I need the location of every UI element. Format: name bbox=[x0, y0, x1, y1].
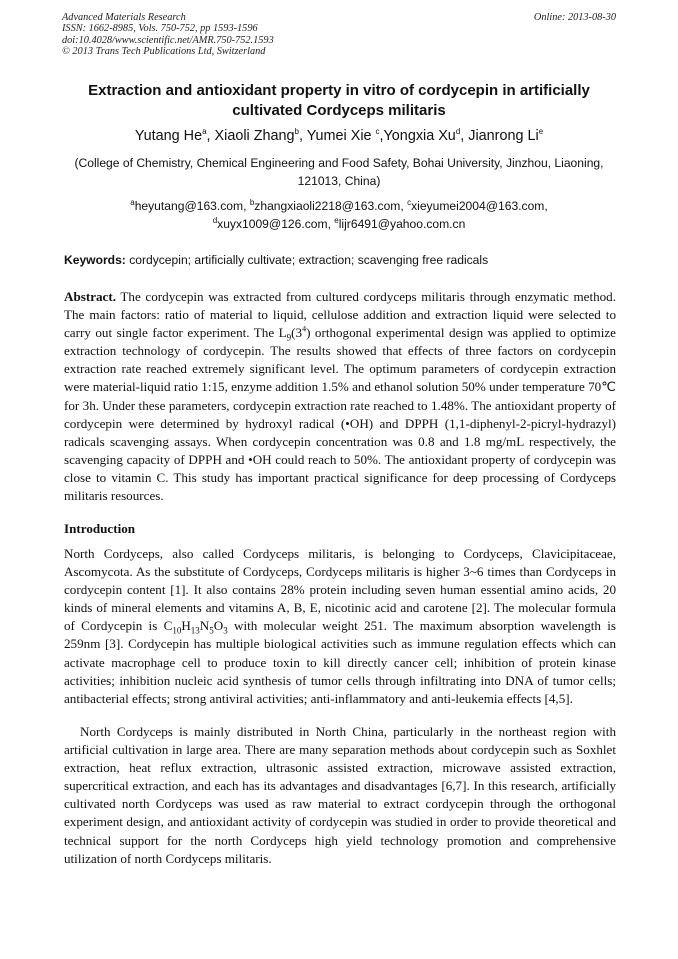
author-mark: d bbox=[455, 127, 461, 137]
journal-header bbox=[62, 12, 616, 58]
author-mark: e bbox=[538, 127, 544, 137]
author-name: Xiaoli Zhang bbox=[214, 128, 295, 144]
author-name: Yumei Xie bbox=[306, 128, 376, 144]
issn-line: ISSN: 1662-8985, Vols. 750-752, pp 1593-1596 bbox=[62, 23, 258, 35]
intro-paragraph-1: North Cordyceps, also called Cordyceps militaris, is belonging to Cordyceps, Clavicipitaceae, Ascomycota. As the substitute of Cordyceps, Cordyceps militaris is higher 3~6 times than Cordyceps in cordycepin content [1]. It also contains 28% protein including seven human essential amino acids, 20 kinds of mineral elements and vitamins A, B, E, nicotinic acid and carotene [2]. The molecular formula of Cordycepin is $C_{10}H_{13}N_5O_3$ with molecular weight 251. The maximum absorption wavelength is 259nm [3]. Cordycepin has multiple biological activities such as immune regulation effects which can activate macrophage cell to produce toxin to kill directly cancer cell; inhibition of protein kinase activities; inhibition nucleic acid synthesis of tumor cells through infiltrating into DNA of tumor cells; antibacterial effects; strong antiviral activities; anti-inflammatory and anti-leukemia effects [4,5]. bbox=[64, 546, 616, 706]
author-name: Yutang He bbox=[134, 128, 203, 144]
author-emails bbox=[62, 197, 616, 233]
email-mark: d bbox=[212, 215, 218, 225]
email-b[interactable]: zhangxiaoli2218@163.com, bbox=[254, 199, 408, 213]
abstract-paragraph: Abstract. The cordycepin was extracted from cultured cordyceps militaris through enzymatic method. The main factors: ratio of material to liquid, cellulose addition and extraction liquid were selected to carry out single factor experiment. The $L_9(3^4)$ orthogonal experimental design was applied to optimize extraction technology of cordycepin. The results showed that effects of three factors on cordycepin extraction rate reached extremely significant level. The optimum parameters of cordycepin extraction were material-liquid ratio 1:15, enzyme addition 1.5% and ethanol solution 50% under temperature 70℃ for 3h. Under these parameters, cordycepin extraction rate reached to 1.48%. The antioxidant property of cordycepin were determined by hydroxyl radical (•OH) and DPPH (1,1-diphenyl-2-picryl-hydrazyl) radicals scavenging assays. When cordycepin concentration was 0.8 and 1.8 mg/mL respectively, the scavenging capacity of DPPH and •OH could reach to 50%. The antioxidant property of cordycepin was close to vitamin C. This study has important practical significance for deep processing of Cordyceps militaris resources. bbox=[64, 289, 616, 504]
email-mark: c bbox=[407, 197, 412, 207]
author-name: Yongxia Xu bbox=[383, 128, 456, 144]
email-c[interactable]: xieyumei2004@163.com, bbox=[411, 199, 548, 213]
journal-name: Advanced Materials Research bbox=[62, 12, 186, 23]
section-heading-introduction: Introduction bbox=[64, 521, 136, 536]
keywords-text: cordycepin; artificially cultivate; extraction; scavenging free radicals bbox=[125, 253, 489, 267]
author-mark: a bbox=[202, 127, 207, 137]
intro-paragraph-2: North Cordyceps is mainly distributed in North China, particularly in the northeast region with artificial cultivation in large area. There are many separation methods about cordycepin such as Soxhlet extraction, heat reflux extraction, ultrasonic assisted extraction, microwave assisted extraction, supercritical extraction, and each has its advantages and disadvantages [6,7]. In this research, artificially cultivated north Cordyceps was used as raw material to extract cordycepin through the orthogonal experiment design, and antioxidant activity of cordycepin was studied in order to provide theoretical and technical support for the north Cordyceps high yield technology promotion and comprehensive utilization of north Cordyceps militaris. bbox=[64, 724, 616, 866]
keywords-line bbox=[64, 252, 616, 268]
email-e[interactable]: lijr6491@yahoo.com.cn bbox=[338, 217, 466, 231]
email-mark: b bbox=[249, 197, 255, 207]
copyright-line: © 2013 Trans Tech Publications Ltd, Switzerland bbox=[62, 46, 266, 58]
author-list: Yutang He$^a$, Xiaoli Zhang$^b$, Yumei Xie $^c$,Yongxia Xu$^d$, Jianrong Li$^e$ bbox=[134, 127, 544, 144]
email-a[interactable]: heyutang@163.com, bbox=[134, 199, 250, 213]
molecular-formula: $C_{10}H_{13}N_5O_3$ bbox=[163, 618, 228, 636]
paper-title: Extraction and antioxidant property in vitro of cordycepin in artificially cultivated Cordyceps militaris bbox=[88, 82, 590, 119]
author-mark: c bbox=[375, 127, 380, 137]
abstract-label: Abstract. bbox=[64, 289, 116, 304]
email-mark: e bbox=[334, 215, 339, 225]
email-mark: a bbox=[130, 197, 135, 207]
email-d[interactable]: xuyx1009@126.com, bbox=[217, 217, 335, 231]
affiliation: (College of Chemistry, Chemical Engineering and Food Safety, Bohai University, Jinzhou, Liaoning, 121013, China) bbox=[74, 156, 604, 188]
online-date: Online: 2013-08-30 bbox=[533, 12, 616, 23]
author-name: Jianrong Li bbox=[468, 128, 539, 144]
keywords-label: Keywords: bbox=[64, 253, 126, 267]
doi-line: doi:10.4028/www.scientific.net/AMR.750-752.1593 bbox=[62, 34, 274, 46]
author-mark: b bbox=[294, 127, 299, 137]
